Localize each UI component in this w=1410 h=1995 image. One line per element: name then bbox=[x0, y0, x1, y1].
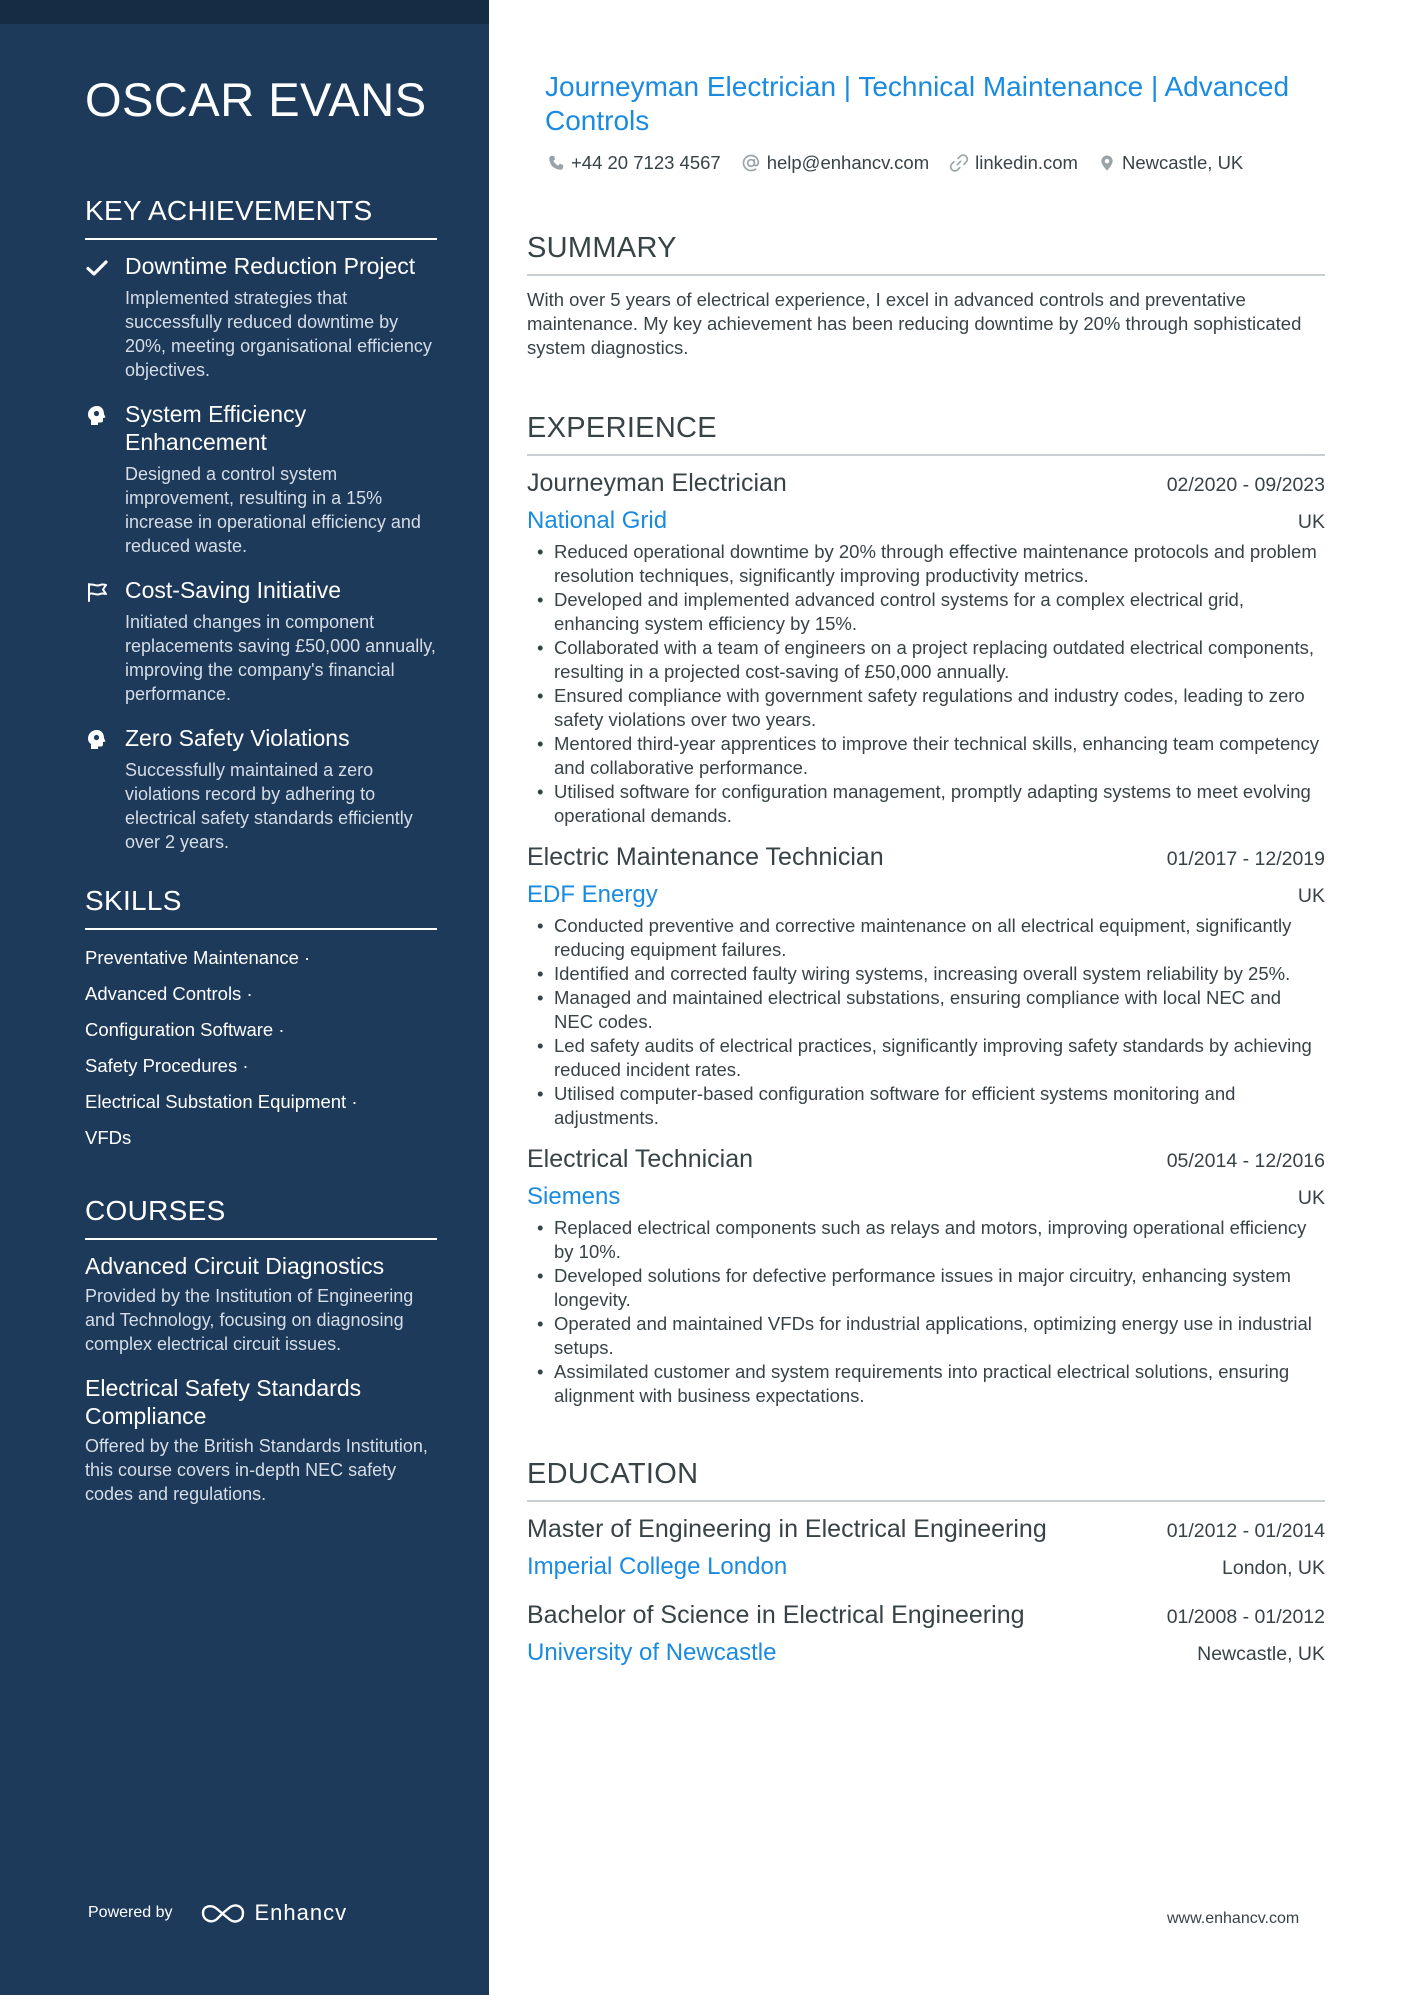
skill-item: Safety Procedures · bbox=[85, 1055, 249, 1076]
job-header bbox=[527, 842, 1325, 872]
job-header bbox=[527, 1144, 1325, 1174]
enhancv-logo[interactable] bbox=[199, 1900, 348, 1926]
at-icon bbox=[741, 153, 761, 173]
job-entry bbox=[527, 1144, 1325, 1408]
achievement-item bbox=[85, 576, 437, 706]
course-title: Electrical Safety Standards Compliance bbox=[85, 1375, 362, 1429]
education-header bbox=[527, 1514, 1325, 1544]
contact-phone[interactable] bbox=[547, 152, 721, 174]
job-subheader bbox=[527, 872, 1325, 910]
contact-text: help@enhancv.com bbox=[766, 152, 930, 173]
skills-list bbox=[85, 942, 437, 1154]
skill-item: Electrical Substation Equipment · bbox=[85, 1091, 358, 1112]
achievement-title: System Efficiency Enhancement bbox=[125, 401, 307, 455]
job-location: UK bbox=[1297, 1187, 1325, 1209]
education-dates: 01/2012 - 01/2014 bbox=[1166, 1520, 1325, 1542]
job-subheader bbox=[527, 1174, 1325, 1212]
sidebar bbox=[0, 0, 489, 1995]
course-desc: Offered by the British Standards Institution, this course covers in-depth NEC safety codes and regulations. bbox=[85, 1436, 428, 1504]
achievement-desc: Successfully maintained a zero violations record by adhering to electrical safety standards efficiently over 2 years. bbox=[125, 760, 413, 852]
contact-text: +44 20 7123 4567 bbox=[571, 152, 721, 173]
summary-heading: SUMMARY bbox=[527, 230, 1325, 276]
achievement-title: Downtime Reduction Project bbox=[125, 253, 416, 279]
education-school: Imperial College London bbox=[527, 1553, 788, 1580]
job-bullet: • Reduced operational downtime by 20% through effective maintenance protocols and problem resolution techniques, significantly improving productivity metrics. bbox=[527, 540, 1325, 588]
location-icon bbox=[1098, 153, 1116, 173]
job-subheader bbox=[527, 498, 1325, 536]
summary-section bbox=[527, 230, 1325, 360]
education-section bbox=[527, 1456, 1325, 1668]
infinity-logo-icon bbox=[199, 1900, 247, 1926]
job-company: EDF Energy bbox=[527, 881, 658, 908]
job-dates: 02/2020 - 09/2023 bbox=[1166, 474, 1325, 496]
education-subheader bbox=[527, 1630, 1325, 1668]
job-bullet: • Assimilated customer and system requirements into practical electrical solutions, ensuring alignment with business expectations. bbox=[527, 1360, 1325, 1408]
job-bullet: • Replaced electrical components such as relays and motors, improving operational efficiency by 10%. bbox=[527, 1216, 1325, 1264]
job-bullet: • Collaborated with a team of engineers on a project replacing outdated electrical components, resulting in a projected cost-saving of £50,000 annually. bbox=[527, 636, 1325, 684]
sidebar-content bbox=[85, 70, 437, 1524]
job-entry bbox=[527, 842, 1325, 1130]
courses-heading: COURSES bbox=[85, 1194, 437, 1240]
job-location: UK bbox=[1297, 511, 1325, 533]
course-title: Advanced Circuit Diagnostics bbox=[85, 1253, 385, 1279]
contact-email[interactable] bbox=[741, 152, 929, 174]
achievement-desc: Initiated changes in component replacements saving £50,000 annually, improving the company's financial performance. bbox=[125, 612, 436, 704]
job-dates: 05/2014 - 12/2016 bbox=[1166, 1150, 1325, 1172]
candidate-name: OSCAR EVANS bbox=[85, 73, 427, 126]
course-item bbox=[85, 1252, 437, 1356]
achievement-title: Cost-Saving Initiative bbox=[125, 577, 342, 603]
job-bullet: • Operated and maintained VFDs for industrial applications, optimizing energy use in industrial setups. bbox=[527, 1312, 1325, 1360]
job-title: Electrical Technician bbox=[527, 1145, 754, 1173]
achievements-list bbox=[85, 252, 437, 854]
footer-url[interactable]: www.enhancv.com bbox=[1167, 1910, 1300, 1927]
achievement-item bbox=[85, 252, 437, 382]
achievement-desc: Implemented strategies that successfully reduced downtime by 20%, meeting organisational efficiency objectives. bbox=[125, 288, 432, 380]
skill-item: VFDs bbox=[85, 1127, 132, 1148]
job-bullet: • Developed and implemented advanced control systems for a complex electrical grid, enhancing system efficiency by 15%. bbox=[527, 588, 1325, 636]
course-item bbox=[85, 1374, 437, 1506]
contact-text: Newcastle, UK bbox=[1121, 152, 1244, 173]
job-bullets bbox=[527, 914, 1325, 1130]
job-bullet: • Utilised software for configuration management, promptly adapting systems to meet evolving operational demands. bbox=[527, 780, 1325, 828]
education-degree: Bachelor of Science in Electrical Engineering bbox=[527, 1601, 1025, 1629]
job-bullet: • Ensured compliance with government safety regulations and industry codes, leading to zero safety violations over two years. bbox=[527, 684, 1325, 732]
headline: Journeyman Electrician | Technical Maintenance | Advanced Controls bbox=[545, 71, 1290, 136]
contact-linkedin[interactable] bbox=[949, 152, 1078, 174]
job-bullet: • Mentored third-year apprentices to improve their technical skills, enhancing team competency and collaborative performance. bbox=[527, 732, 1325, 780]
job-bullets bbox=[527, 540, 1325, 828]
link-icon bbox=[949, 153, 969, 173]
job-bullet: • Identified and corrected faulty wiring systems, increasing overall system reliability by 25%. bbox=[527, 962, 1325, 986]
contact-location bbox=[1098, 152, 1243, 174]
education-entry bbox=[527, 1600, 1325, 1668]
checkmark-icon bbox=[85, 256, 109, 280]
job-header bbox=[527, 468, 1325, 498]
experience-heading: EXPERIENCE bbox=[527, 410, 1325, 456]
brand-name: Enhancv bbox=[254, 1900, 348, 1925]
skill-item: Advanced Controls · bbox=[85, 983, 253, 1004]
job-title: Journeyman Electrician bbox=[527, 469, 787, 497]
achievements-heading: KEY ACHIEVEMENTS bbox=[85, 194, 437, 240]
achievements-section bbox=[85, 194, 437, 854]
phone-icon bbox=[547, 154, 565, 172]
education-school: University of Newcastle bbox=[527, 1639, 777, 1666]
skill-item: Configuration Software · bbox=[85, 1019, 285, 1040]
education-location: London, UK bbox=[1222, 1557, 1325, 1579]
education-degree: Master of Engineering in Electrical Engineering bbox=[527, 1515, 1047, 1543]
job-bullet: • Developed solutions for defective performance issues in major circuitry, enhancing system longevity. bbox=[527, 1264, 1325, 1312]
achievement-item bbox=[85, 724, 437, 854]
powered-by bbox=[88, 1900, 347, 1926]
main-content bbox=[527, 70, 1325, 1668]
job-bullet: • Managed and maintained electrical substations, ensuring compliance with local NEC and NEC codes. bbox=[527, 986, 1325, 1034]
job-company: National Grid bbox=[527, 507, 668, 534]
course-desc: Provided by the Institution of Engineering and Technology, focusing on diagnosing complex electrical circuit issues. bbox=[85, 1286, 414, 1354]
education-entry bbox=[527, 1514, 1325, 1582]
job-entry bbox=[527, 468, 1325, 828]
achievement-desc: Designed a control system improvement, resulting in a 15% increase in operational efficiency and reduced waste. bbox=[125, 464, 421, 556]
education-subheader bbox=[527, 1544, 1325, 1582]
head-gear-icon bbox=[85, 404, 109, 428]
experience-section bbox=[527, 410, 1325, 1408]
education-header bbox=[527, 1600, 1325, 1630]
job-title: Electric Maintenance Technician bbox=[527, 843, 884, 871]
job-bullet: • Utilised computer-based configuration software for efficient systems monitoring and adjustments. bbox=[527, 1082, 1325, 1130]
achievement-item bbox=[85, 400, 437, 558]
job-bullets bbox=[527, 1216, 1325, 1408]
education-location: Newcastle, UK bbox=[1197, 1643, 1325, 1665]
skills-section bbox=[85, 884, 437, 1154]
sidebar-top-bar bbox=[0, 0, 489, 24]
achievement-title: Zero Safety Violations bbox=[125, 725, 350, 751]
contact-bar bbox=[527, 152, 1325, 174]
education-heading: EDUCATION bbox=[527, 1456, 1325, 1502]
head-gear-icon bbox=[85, 728, 109, 752]
skill-item: Preventative Maintenance · bbox=[85, 947, 311, 968]
job-location: UK bbox=[1297, 885, 1325, 907]
contact-text: linkedin.com bbox=[975, 152, 1078, 173]
flag-icon bbox=[85, 580, 109, 604]
job-dates: 01/2017 - 12/2019 bbox=[1166, 848, 1325, 870]
education-dates: 01/2008 - 01/2012 bbox=[1166, 1606, 1325, 1628]
powered-by-label: Powered by bbox=[88, 1904, 173, 1921]
summary-text: With over 5 years of electrical experience, I excel in advanced controls and preventative maintenance. My key achievement has been reducing downtime by 20% through sophisticated system diagnostics. bbox=[527, 289, 1302, 358]
job-bullet: • Led safety audits of electrical practices, significantly improving safety standards by achieving reduced incident rates. bbox=[527, 1034, 1325, 1082]
job-company: Siemens bbox=[527, 1183, 621, 1210]
job-bullet: • Conducted preventive and corrective maintenance on all electrical equipment, significantly reducing equipment failures. bbox=[527, 914, 1325, 962]
skills-heading: SKILLS bbox=[85, 884, 437, 930]
courses-section bbox=[85, 1194, 437, 1506]
